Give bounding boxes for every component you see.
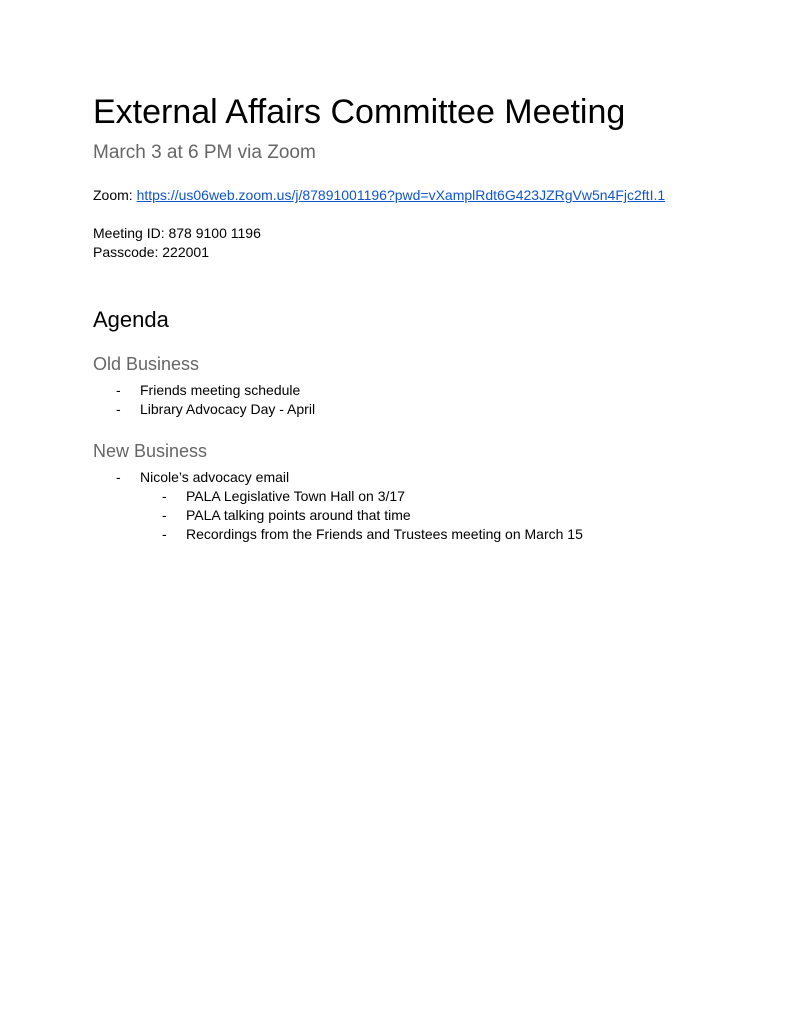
bullet-dash: - <box>116 401 121 417</box>
sub-list-item-text: PALA Legislative Town Hall on 3/17 <box>186 488 405 504</box>
passcode: Passcode: 222001 <box>93 244 209 260</box>
page-title: External Affairs Committee Meeting <box>93 93 626 131</box>
list-item-text: Friends meeting schedule <box>140 382 301 398</box>
zoom-label: Zoom: <box>93 187 137 203</box>
page-subtitle: March 3 at 6 PM via Zoom <box>93 142 316 163</box>
bullet-dash: - <box>162 526 167 542</box>
list-item-text: Library Advocacy Day - April <box>140 401 316 417</box>
new-business-heading: New Business <box>93 441 208 461</box>
bullet-dash: - <box>162 507 167 523</box>
sub-list-item-text: PALA talking points around that time <box>186 507 411 523</box>
list-item-text: Nicole’s advocacy email <box>140 469 290 485</box>
old-business-heading: Old Business <box>93 354 200 374</box>
meeting-id: Meeting ID: 878 9100 1196 <box>93 225 261 241</box>
bullet-dash: - <box>116 469 121 485</box>
bullet-dash: - <box>116 382 121 398</box>
sub-list-item-text: Recordings from the Friends and Trustees meeting on March 15 <box>186 526 583 542</box>
zoom-link[interactable]: https://us06web.zoom.us/j/87891001196?pwd=vXamplRdt6G423JZRgVw5n4Fjc2ftI.1 <box>136 187 666 203</box>
agenda-heading: Agenda <box>93 307 169 332</box>
zoom-line <box>93 187 665 204</box>
bullet-dash: - <box>162 488 167 504</box>
